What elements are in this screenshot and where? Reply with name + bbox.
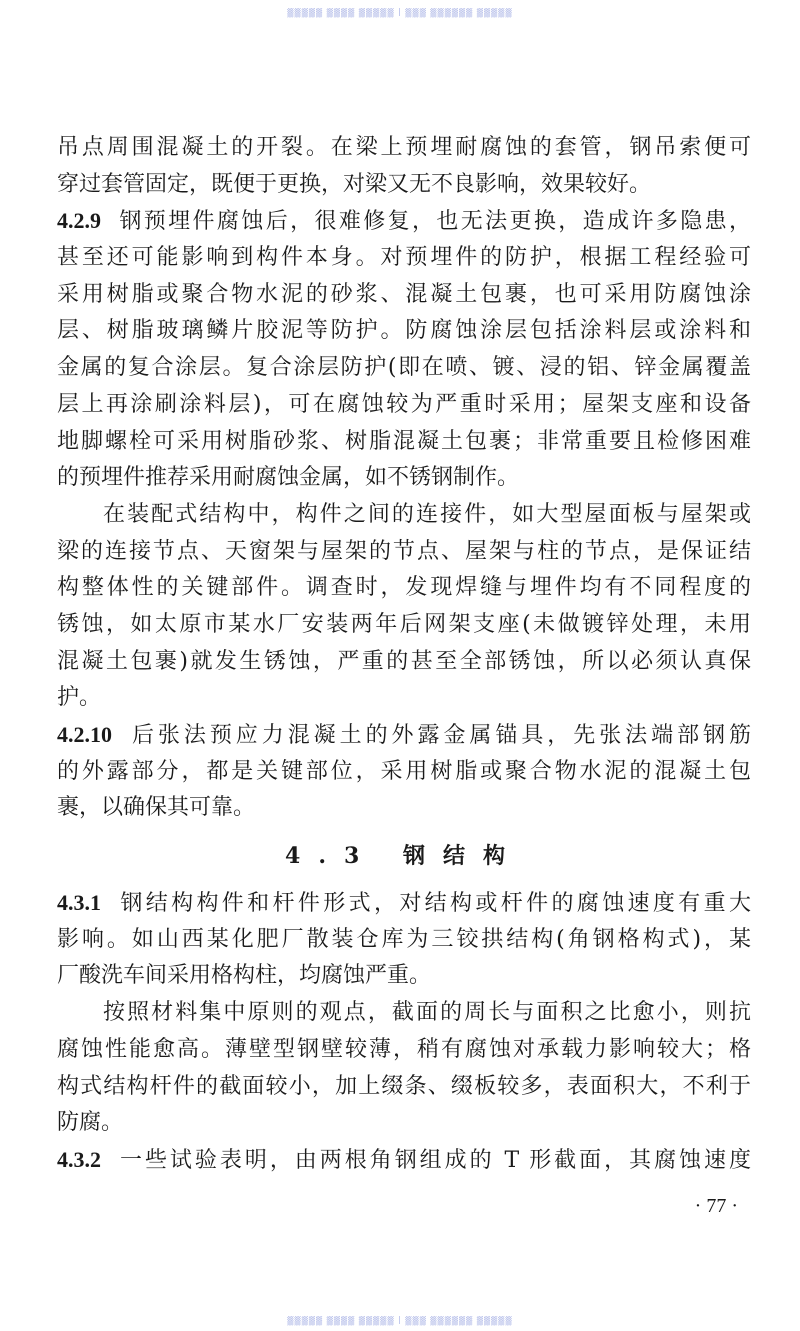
- line-text: 按照材料集中原则的观点，截面的周长与面积之比愈小，则抗: [103, 1000, 751, 1026]
- line-text: 层、树脂玻璃鳞片胶泥等防护。防腐蚀涂层包括涂料层或涂料和: [57, 318, 751, 344]
- line-text: 厂酸洗车间采用格构柱，均腐蚀严重。: [57, 963, 432, 989]
- clause-number: 4.3.1: [57, 890, 101, 916]
- watermark-top: ▒▒▒▒▒ ▒▒▒▒ ▒▒▒▒▒ | ▒▒▒ ▒▒▒▒▒▒ ▒▒▒▒▒: [287, 8, 513, 17]
- section-heading: 4.3 钢结构: [285, 843, 523, 870]
- text-line: [57, 460, 751, 497]
- text-line: [57, 130, 751, 167]
- text-line: [57, 167, 751, 204]
- line-text: 采用树脂或聚合物水泥的砂浆、混凝土包裹，也可采用防腐蚀涂: [57, 281, 751, 307]
- clause-number: 4.2.10: [57, 722, 112, 747]
- line-text: 地脚螺栓可采用树脂砂浆、树脂混凝土包裹；非常重要且检修困难: [57, 428, 751, 454]
- text-line: [57, 754, 751, 791]
- line-text: 构整体性的关键部件。调查时，发现焊缝与埋件均有不同程度的: [57, 575, 751, 601]
- watermark-bottom: ▒▒▒▒▒ ▒▒▒▒ ▒▒▒▒▒ | ▒▒▒ ▒▒▒▒▒▒ ▒▒▒▒▒: [287, 1316, 513, 1325]
- text-line: [57, 203, 751, 240]
- text-line: [57, 1142, 751, 1179]
- text-line: [57, 958, 751, 995]
- line-text: 在装配式结构中，构件之间的连接件，如大型屋面板与屋架或: [103, 501, 751, 527]
- text-line: [57, 680, 751, 717]
- text-line: [57, 570, 751, 607]
- line-text: 混凝土包裹)就发生锈蚀，严重的甚至全部锈蚀，所以必须认真保: [57, 648, 751, 674]
- line-text: 护。: [57, 685, 102, 711]
- text-line: [57, 240, 751, 277]
- text-line: [57, 1032, 751, 1069]
- text-line: [57, 497, 751, 534]
- line-text: 构式结构杆件的截面较小，加上缀条、缀板较多，表面积大，不利于: [57, 1073, 751, 1099]
- line-text: 锈蚀，如太原市某水厂安装两年后网架支座(未做镀锌处理，未用: [57, 611, 751, 637]
- text-line: [57, 350, 751, 387]
- text-line: [57, 387, 751, 424]
- page-number: · 77 ·: [694, 1195, 738, 1217]
- line-text: 层上再涂刷涂料层)，可在腐蚀较为严重时采用；屋架支座和设备: [57, 391, 751, 417]
- line-text: 一些试验表明，由两根角钢组成的 T 形截面，其腐蚀速度: [117, 1147, 751, 1173]
- line-text: 裹，以确保其可靠。: [57, 795, 256, 821]
- line-text: 穿过套管固定，既便于更换，对梁又无不良影响，效果较好。: [57, 171, 652, 197]
- text-line: [57, 1105, 751, 1142]
- text-line: [57, 313, 751, 350]
- line-text: 防腐。: [57, 1110, 124, 1136]
- text-line: [57, 790, 751, 827]
- clause-number: 4.3.2: [57, 1146, 101, 1172]
- text-line: [57, 607, 751, 644]
- line-text: 吊点周围混凝土的开裂。在梁上预埋耐腐蚀的套管，钢吊索便可: [57, 135, 751, 160]
- line-text: 腐蚀性能愈高。薄壁型钢壁较薄，稍有腐蚀对承载力影响较大；格: [57, 1036, 751, 1062]
- text-line: [57, 644, 751, 681]
- text-line: [57, 995, 751, 1032]
- text-line: [57, 277, 751, 314]
- text-line: [57, 922, 751, 959]
- text-line: [57, 1069, 751, 1106]
- line-text: 梁的连接节点、天窗架与屋架的节点、屋架与柱的节点，是保证结: [57, 538, 751, 564]
- text-line: [57, 534, 751, 571]
- line-text: 影响。如山西某化肥厂散装仓库为三铰拱结构(角钢格构式)，某: [57, 926, 751, 952]
- text-line: [57, 717, 751, 754]
- text-line: [57, 424, 751, 461]
- line-text: 钢预埋件腐蚀后，很难修复，也无法更换，造成许多隐患，: [117, 209, 751, 235]
- line-text: 金属的复合涂层。复合涂层防护(即在喷、镀、浸的铝、锌金属覆盖: [57, 355, 751, 381]
- document-body: [57, 130, 751, 1179]
- clause-number: 4.2.9: [57, 208, 101, 234]
- text-line: [57, 885, 751, 922]
- line-text: 的外露部分，都是关键部位，采用树脂或聚合物水泥的混凝土包: [57, 758, 751, 784]
- line-text: 钢结构构件和杆件形式，对结构或杆件的腐蚀速度有重大: [117, 891, 751, 917]
- line-text: 甚至还可能影响到构件本身。对预埋件的防护，根据工程经验可: [57, 245, 751, 271]
- line-text: 后张法预应力混凝土的外露金属锚具，先张法端部钢筋: [128, 723, 751, 748]
- line-text: 的预埋件推荐采用耐腐蚀金属，如不锈钢制作。: [57, 465, 520, 491]
